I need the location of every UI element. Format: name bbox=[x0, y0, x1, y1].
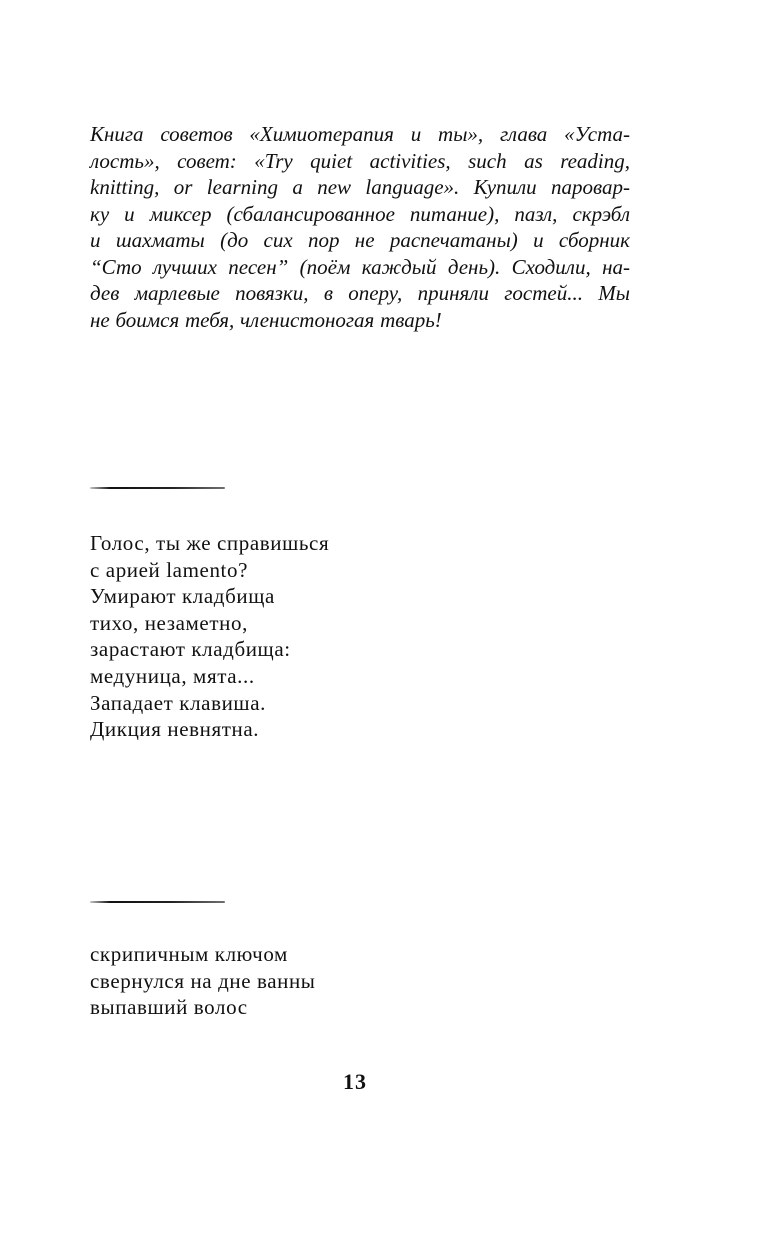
prose-line: “Сто лучших песен” (поём каждый день). Сходили, на- bbox=[90, 254, 630, 279]
poem-line: скрипичным ключом bbox=[90, 942, 288, 966]
poem-line: тихо, незаметно, bbox=[90, 610, 248, 635]
poem-line: свернулся на дне ванны bbox=[90, 968, 316, 993]
poem-line: медуница, мята... bbox=[90, 663, 255, 688]
poem-line: Западает клавиша. bbox=[90, 690, 266, 715]
prose-line: knitting, or learning a new language». Купили паровар- bbox=[90, 175, 630, 199]
poem-line: Дикция невнятна. bbox=[90, 717, 260, 742]
section-divider bbox=[90, 487, 225, 489]
section-divider bbox=[90, 901, 225, 903]
prose-paragraph bbox=[90, 121, 630, 333]
haiku-stanza bbox=[90, 941, 316, 1021]
prose-line: Книга советов «Химиотерапия и ты», глава «Уста- bbox=[90, 122, 630, 146]
prose-line: лость», совет: «Try quiet activities, such as reading, bbox=[90, 148, 630, 173]
prose-line: дев марлевые повязки, в оперу, приняли гостей... Мы bbox=[90, 281, 630, 305]
poem-line: Умирают кладбища bbox=[90, 584, 275, 609]
poem-line: зарастают кладбища: bbox=[90, 637, 291, 662]
prose-line: ку и миксер (сбалансированное питание), пазл, скрэбл bbox=[90, 201, 630, 226]
prose-line: не боимся тебя, членистоногая тварь! bbox=[90, 307, 442, 332]
poem-line: Голос, ты же справишься bbox=[90, 531, 330, 555]
prose-line: и шахматы (до сих пор не распечатаны) и сборник bbox=[90, 228, 630, 252]
page-number: 13 bbox=[343, 1069, 367, 1094]
poem-stanza bbox=[90, 530, 329, 743]
poem-line: выпавший волос bbox=[90, 995, 248, 1020]
poem-line: с арией lamento? bbox=[90, 557, 249, 582]
